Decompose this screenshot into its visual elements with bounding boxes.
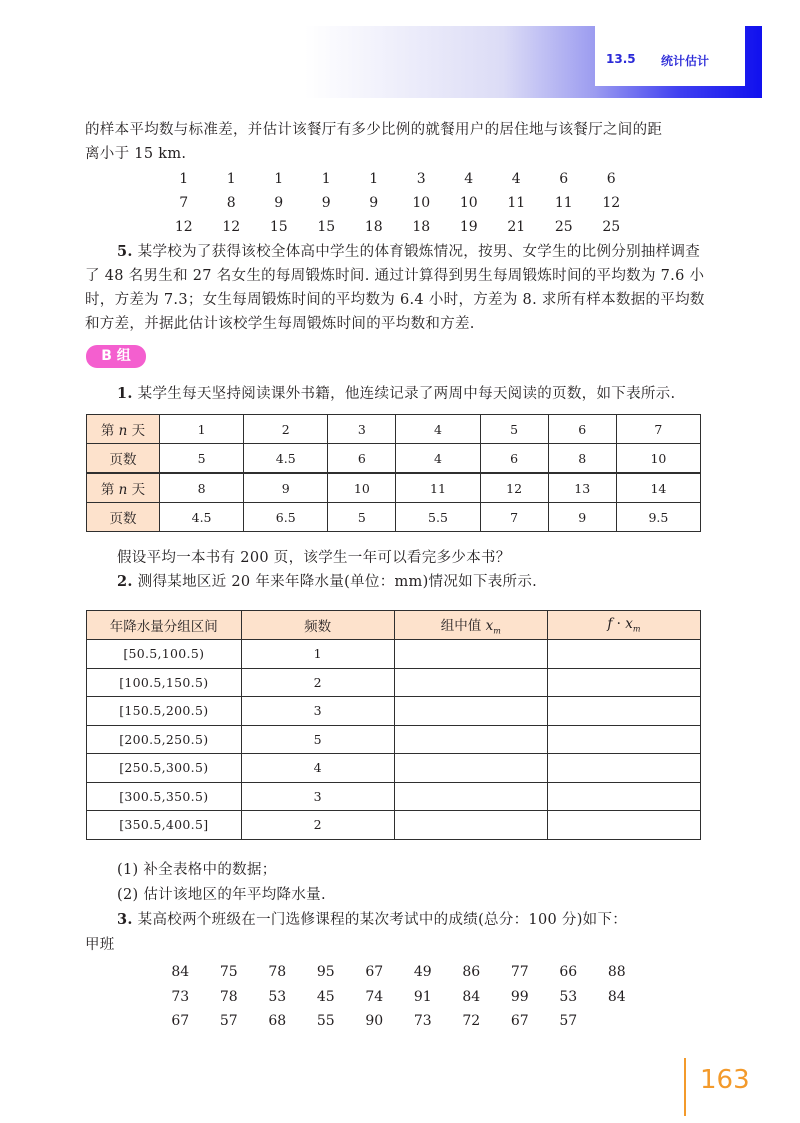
product-cell <box>547 754 700 783</box>
table-cell: 5 <box>160 444 244 474</box>
frequency-cell: 1 <box>241 640 394 669</box>
midpoint-cell <box>394 697 547 726</box>
distance-value: 9 <box>369 195 379 211</box>
product-cell <box>547 697 700 726</box>
table-cell: 14 <box>616 473 700 503</box>
distance-value: 15 <box>269 219 288 235</box>
table-cell: 6 <box>548 415 616 444</box>
distance-row <box>160 215 635 239</box>
distance-value: 11 <box>554 195 573 211</box>
midpoint-cell <box>394 640 547 669</box>
table-row <box>87 697 701 726</box>
scores-grid <box>156 960 641 1034</box>
distance-value: 21 <box>507 219 526 235</box>
frequency-cell: 3 <box>241 697 394 726</box>
interval-cell: [250.5,300.5) <box>87 754 242 783</box>
column-header: 年降水量分组区间 <box>87 611 242 640</box>
score-value: 57 <box>559 1013 578 1029</box>
score-value: 77 <box>510 964 529 980</box>
product-cell <box>547 725 700 754</box>
problem-number: 2. <box>117 573 133 590</box>
day-header-cell: 第 n 天 <box>87 473 160 503</box>
b2-question-1: (1) 补全表格中的数据； <box>117 862 277 878</box>
midpoint-cell <box>394 782 547 811</box>
table-cell: 8 <box>548 444 616 474</box>
distance-value: 4 <box>511 171 521 187</box>
distance-value: 11 <box>507 195 526 211</box>
midpoint-cell <box>394 811 547 840</box>
table-cell: 13 <box>548 473 616 503</box>
column-header: 组中值 $x_m$ <box>394 611 547 640</box>
table-row <box>87 415 701 444</box>
score-value: 78 <box>219 988 238 1005</box>
pages-header-cell: 页数 <box>87 444 160 474</box>
group-b-badge: B 组 <box>86 345 146 368</box>
frequency-cell: 5 <box>241 725 394 754</box>
distance-value: 4 <box>464 171 474 187</box>
product-cell <box>547 811 700 840</box>
distance-value: 6 <box>606 171 616 187</box>
midpoint-cell <box>394 725 547 754</box>
score-value: 99 <box>510 988 529 1005</box>
column-header: $f \cdot x_m$ <box>547 611 700 640</box>
score-value: 53 <box>559 988 578 1005</box>
page-number-divider <box>684 1058 686 1116</box>
problem-b3 <box>85 908 710 932</box>
table-row <box>87 782 701 811</box>
table-cell: 7 <box>480 503 548 532</box>
midpoint-cell <box>394 754 547 783</box>
problem-number: 5. <box>117 243 133 260</box>
product-cell <box>547 640 700 669</box>
score-value: 53 <box>268 988 287 1005</box>
problem-b2 <box>85 570 710 594</box>
score-value: 66 <box>559 964 578 980</box>
class-label: 甲班 <box>85 937 115 953</box>
b1-question: 假设平均一本书有 200 页，该学生一年可以看完多少本书？ <box>117 550 511 566</box>
table-cell: 3 <box>328 415 396 444</box>
distance-value: 9 <box>274 195 284 211</box>
table-cell: 12 <box>480 473 548 503</box>
score-value: 72 <box>462 1013 481 1029</box>
distance-value: 3 <box>416 171 426 187</box>
distance-value: 1 <box>179 171 189 187</box>
midpoint-cell <box>394 668 547 697</box>
distance-value: 18 <box>364 219 383 235</box>
distance-value: 10 <box>412 195 431 211</box>
table-cell: 5 <box>480 415 548 444</box>
table-cell: 5.5 <box>396 503 480 532</box>
distance-value: 18 <box>412 219 431 235</box>
table-row <box>87 473 701 503</box>
score-row <box>156 985 641 1010</box>
score-value: 91 <box>413 988 432 1005</box>
score-value: 73 <box>413 1013 432 1029</box>
problem-number: 1. <box>117 385 133 402</box>
problem-b1 <box>85 382 710 406</box>
frequency-cell: 2 <box>241 668 394 697</box>
score-value: 86 <box>462 964 481 980</box>
score-value: 95 <box>316 964 335 980</box>
table-cell: 4.5 <box>244 444 328 474</box>
score-value: 78 <box>268 964 287 980</box>
reading-pages-table <box>86 414 701 532</box>
problem-text: 测得某地区近 20 年来年降水量(单位：mm)情况如下表所示. <box>137 574 538 590</box>
score-value: 68 <box>268 1013 287 1029</box>
pages-header-cell: 页数 <box>87 503 160 532</box>
distance-value: 1 <box>321 171 331 187</box>
distance-value: 25 <box>554 219 573 235</box>
product-cell <box>547 668 700 697</box>
distance-row <box>160 167 635 191</box>
problem-5 <box>85 240 710 336</box>
distance-value: 12 <box>174 219 193 235</box>
table-cell: 4 <box>396 444 480 474</box>
table-cell: 6.5 <box>244 503 328 532</box>
distance-value: 12 <box>222 219 241 235</box>
section-title: 统计估计 <box>661 54 710 68</box>
distance-value: 7 <box>179 195 189 211</box>
score-value: 84 <box>171 964 190 980</box>
intro-line-2: 离小于 15 km. <box>85 146 187 162</box>
table-cell: 9 <box>244 473 328 503</box>
problem-text: 某学校为了获得该校全体高中学生的体育锻炼情况，按男、女学生的比例分别抽样调查了 48 名男生和 27 名女生的每周锻炼时间. 通过计算得到男生每周锻炼时间的平均数为 7.6 小时，方差为 7.3；女生每周锻炼时间的平均数为 6.4 小时，方差为 8. 求所有样本数据的平均数和方差，并据此估计该校学生每周锻炼时间的平均数和方差. <box>85 244 705 332</box>
table-cell: 11 <box>396 473 480 503</box>
table-cell: 9 <box>548 503 616 532</box>
distance-data-grid <box>160 167 635 239</box>
distance-value: 1 <box>274 171 284 187</box>
table-row <box>87 640 701 669</box>
table-cell: 7 <box>616 415 700 444</box>
section-number: 13.5 <box>606 52 636 66</box>
score-value: 74 <box>365 988 384 1005</box>
table-row <box>87 811 701 840</box>
column-header: 频数 <box>241 611 394 640</box>
distance-value: 19 <box>459 219 478 235</box>
distance-value: 10 <box>459 195 478 211</box>
score-value: 49 <box>413 964 432 980</box>
table-header-row <box>87 611 701 640</box>
problem-number: 3. <box>117 911 133 928</box>
rainfall-table <box>86 610 701 840</box>
distance-value: 1 <box>226 171 236 187</box>
score-value: 75 <box>219 964 238 980</box>
product-cell <box>547 782 700 811</box>
distance-value: 6 <box>559 171 569 187</box>
distance-value: 15 <box>317 219 336 235</box>
table-cell: 10 <box>328 473 396 503</box>
table-row <box>87 444 701 474</box>
b2-question-2: (2) 估计该地区的年平均降水量. <box>117 887 326 903</box>
table-cell: 8 <box>160 473 244 503</box>
distance-value: 12 <box>602 195 621 211</box>
table-cell: 1 <box>160 415 244 444</box>
intro-line-1: 的样本平均数与标准差，并估计该餐厅有多少比例的就餐用户的居住地与该餐厅之间的距 <box>85 122 663 138</box>
distance-value: 25 <box>602 219 621 235</box>
distance-row <box>160 191 635 215</box>
table-row <box>87 668 701 697</box>
score-value: 55 <box>316 1013 335 1029</box>
frequency-cell: 3 <box>241 782 394 811</box>
score-value: 84 <box>607 988 626 1005</box>
page-number: 163 <box>700 1065 750 1095</box>
interval-cell: [300.5,350.5) <box>87 782 242 811</box>
day-header-cell: 第 n 天 <box>87 415 160 444</box>
score-value: 73 <box>171 988 190 1005</box>
score-row <box>156 1009 641 1034</box>
interval-cell: [150.5,200.5) <box>87 697 242 726</box>
distance-value: 1 <box>369 171 379 187</box>
score-value: 67 <box>365 964 384 980</box>
score-value: 45 <box>316 988 335 1005</box>
table-cell: 5 <box>328 503 396 532</box>
distance-value: 9 <box>321 195 331 211</box>
interval-cell: [100.5,150.5) <box>87 668 242 697</box>
table-cell: 2 <box>244 415 328 444</box>
score-value: 84 <box>462 988 481 1005</box>
score-value: 67 <box>510 1013 529 1029</box>
distance-value: 8 <box>226 195 236 211</box>
score-value: 67 <box>171 1013 190 1029</box>
problem-text: 某高校两个班级在一门选修课程的某次考试中的成绩(总分：100 分)如下： <box>137 912 628 928</box>
table-cell: 6 <box>480 444 548 474</box>
problem-text: 某学生每天坚持阅读课外书籍，他连续记录了两周中每天阅读的页数，如下表所示. <box>137 386 676 402</box>
interval-cell: [200.5,250.5) <box>87 725 242 754</box>
table-cell: 10 <box>616 444 700 474</box>
interval-cell: [50.5,100.5) <box>87 640 242 669</box>
score-row <box>156 960 641 985</box>
table-cell: 4 <box>396 415 480 444</box>
interval-cell: [350.5,400.5] <box>87 811 242 840</box>
score-value: 57 <box>219 1013 238 1029</box>
table-row <box>87 725 701 754</box>
frequency-cell: 2 <box>241 811 394 840</box>
table-cell: 9.5 <box>616 503 700 532</box>
score-value: 90 <box>365 1013 384 1029</box>
table-row <box>87 503 701 532</box>
table-cell: 4.5 <box>160 503 244 532</box>
frequency-cell: 4 <box>241 754 394 783</box>
table-row <box>87 754 701 783</box>
table-cell: 6 <box>328 444 396 474</box>
score-value: 88 <box>607 964 626 980</box>
